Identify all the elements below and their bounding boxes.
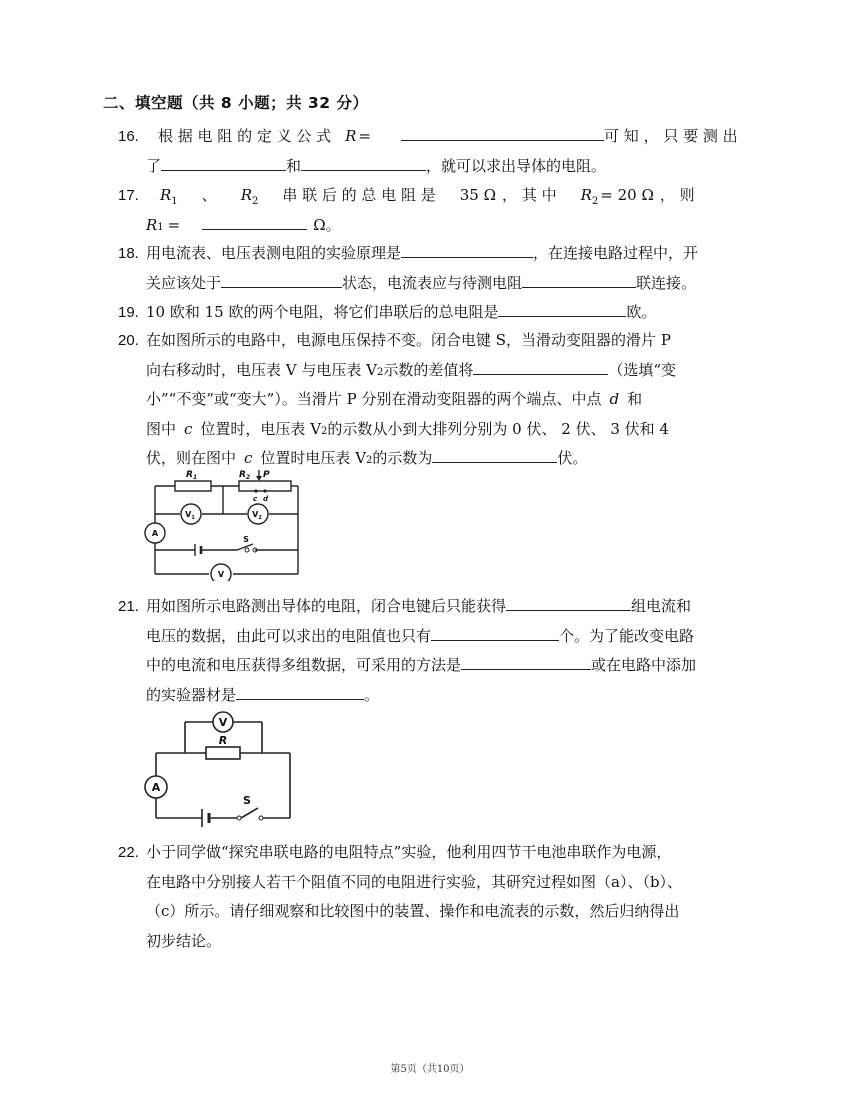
answer-blank[interactable] [401,122,604,141]
q17-r2: R [240,186,252,204]
q18-text: 状态，电流表应与待测电阻 [342,273,523,292]
question-number: 19. [118,304,139,321]
question-number: 16. [118,128,139,145]
q17-val: 35 Ω [459,186,497,204]
q17-l2-sub: 1 [157,221,164,233]
q20-text: 位置时，电压表 V [200,419,322,438]
answer-blank[interactable] [202,211,307,230]
q20-text: 伏。 [557,449,588,467]
label-c: c [253,495,258,503]
q17-l2var: R [146,215,158,234]
q20-text: 伏，则在图中 [146,449,237,467]
q16-text: 了 [146,156,162,175]
q17-r1: R [160,186,172,204]
label-s: S [243,535,249,544]
q18-text: 联连接。 [636,273,697,292]
q20-var-c: c [184,419,193,438]
q20-sub: 2 [321,425,328,437]
q18-text: ，在连接电路过程中，开 [533,244,699,262]
meter-v2-icon: $V_2$ [252,510,262,521]
q17-l2eq: = [167,215,181,234]
answer-blank[interactable] [431,622,559,641]
q16-text: 根 据 电 阻 的 定 义 公 式 [158,127,332,145]
label-p: P [263,470,270,480]
answer-blank[interactable] [461,651,591,670]
question-18 [118,239,698,298]
question-17 [118,181,695,240]
q17-text: ， 则 [659,186,695,204]
q22-text: 小于同学做“探究串联电路的电阻特点”实验，他利用四节干电池串联作为电源， [146,843,672,861]
q17-r2-sub: 2 [251,196,259,207]
answer-blank[interactable] [432,444,557,463]
question-22 [118,838,682,956]
q18-text: 用电流表、电压表测电阻的实验原理是 [146,244,402,262]
meter-v1-icon: $V_1$ [185,510,195,521]
q17-text: 串 联 后 的 总 电 阻 是 [282,186,436,204]
meter-v-icon: V [217,570,225,579]
circuit-svg [143,466,308,581]
q21-text: 或在电路中添加 [591,656,697,674]
section-title: 二、填空题（共 8 小题；共 32 分） [103,94,369,112]
q20-text: 向右移动时，电压表 V 与电压表 V [146,360,377,379]
circuit-diagram-q20 [143,466,308,585]
answer-blank[interactable] [401,239,533,258]
q20-text: 位置时电压表 V [260,449,367,467]
question-20 [118,326,676,474]
q17-r2b-sub: 2 [591,196,599,207]
q20-text: 和 [627,390,643,408]
q17-r1-sub: 1 [171,196,178,207]
q18-text: 关应该处于 [146,273,222,292]
q17-r2val: = 20 Ω [600,186,654,204]
q21-text: 用如图所示电路测出导体的电阻，闭合电键后只能获得 [146,597,507,615]
q17-text: ， 其 中 [502,186,557,204]
circuit-svg [140,710,300,830]
q16-text: 可 知 ， 只 要 测 出 [604,127,738,145]
q16-text: ，就可以求出导体的电阻。 [426,156,607,175]
q19-text: 欧。 [626,303,657,321]
question-number: 18. [118,245,139,262]
label-s: S [243,794,251,807]
q17-sep: 、 [201,186,217,204]
q17-r2b: R [580,186,592,204]
question-number: 20. [118,332,139,349]
q22-text: 初步结论。 [146,931,222,950]
answer-blank[interactable] [473,356,608,375]
q20-text: 在如图所示的电路中，电源电压保持不变。闭合电键 S，当滑动变阻器的滑片 P [146,331,671,349]
q20-text: 小”“不变”或“变大”）。当滑片 P 分别在滑动变阻器的两个端点、中点 [146,390,602,408]
q16-text: 和 [286,156,302,175]
q21-text: 中的电流和电压获得多组数据，可采用的方法是 [146,656,462,674]
label-r2: $R_2$ [239,470,251,481]
label-r1: $R_1$ [186,470,198,481]
answer-blank[interactable] [301,152,426,171]
q19-text: 10 欧和 15 欧的两个电阻，将它们串联后的总电阻是 [146,303,499,321]
answer-blank[interactable] [498,298,626,317]
q16-var: R [345,127,357,145]
label-r: R [218,734,228,747]
q20-sub: 2 [366,455,373,466]
q16-eq: = [358,127,372,145]
question-number: 22. [118,844,139,861]
q20-text: 图中 [146,419,177,438]
question-16 [118,122,738,181]
q21-text: 。 [364,685,380,704]
q22-text: 在电路中分别接人若干个阻值不同的电阻进行实验，其研究过程如图（a）、（b）、 [146,872,683,891]
q21-text: 个。为了能改变电路 [559,626,695,645]
q20-text: （选填“变 [608,360,677,379]
label-d: d [263,495,269,503]
q22-text: （c）所示。请仔细观察和比较图中的装置、操作和电流表的示数，然后归纳得出 [146,902,680,920]
q20-text: 示数的差值将 [383,360,474,379]
q21-text: 的实验器材是 [146,685,237,704]
q20-var-d: d [609,390,620,408]
page-footer: 第5页（共10页） [390,1064,470,1075]
q20-text: 的示数为 [372,449,433,467]
circuit-diagram-q21 [140,710,300,834]
q20-sub: 2 [376,366,384,378]
meter-a-icon: A [151,529,159,538]
question-number: 17. [118,187,139,204]
q20-text: 的示数从小到大排列分别为 0 伏、 2 伏、 3 伏和 4 [327,419,669,438]
answer-blank[interactable] [221,269,342,288]
q21-text: 组电流和 [631,597,692,615]
answer-blank[interactable] [506,592,631,611]
answer-blank[interactable] [522,269,636,288]
question-21 [118,592,696,710]
q20-var-c: c [244,449,253,467]
q21-text: 电压的数据，由此可以求出的电阻值也只有 [146,626,432,645]
q17-unit: Ω。 [313,215,341,234]
answer-blank[interactable] [236,681,364,700]
meter-a-icon: A [151,781,161,794]
meter-v-icon: V [218,716,228,729]
answer-blank[interactable] [161,152,286,171]
question-number: 21. [118,598,139,615]
question-19 [118,298,657,328]
